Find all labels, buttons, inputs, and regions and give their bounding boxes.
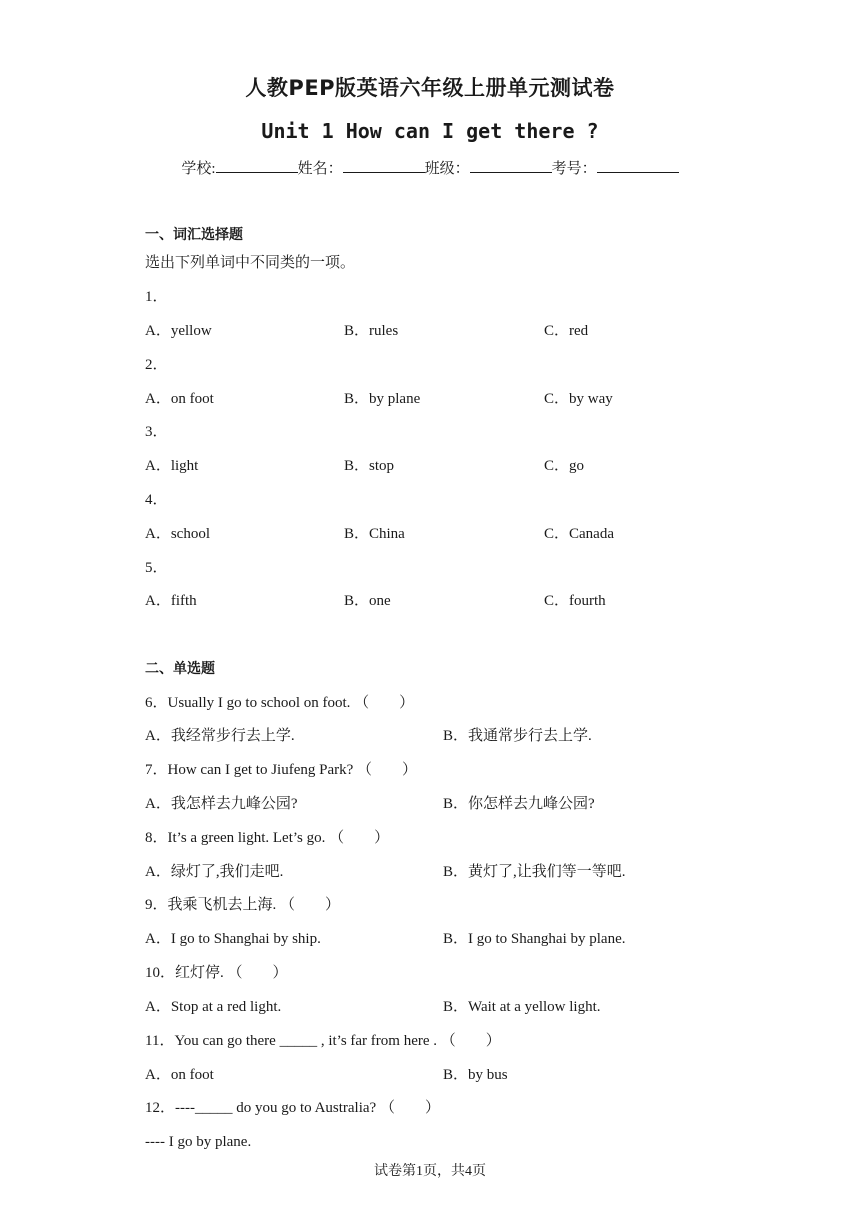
question-number: 4． — [145, 492, 168, 508]
option-c[interactable]: C．fourth — [544, 593, 606, 609]
dialogue-line: ---- I go by plane. — [145, 1134, 252, 1150]
option-a[interactable]: A．yellow — [145, 323, 212, 339]
section2-heading: 二、单选题 — [145, 661, 215, 677]
option-b[interactable]: B．你怎样去九峰公园? — [443, 796, 595, 812]
question-text: 8．It’s a green light. Let’s go. （ ） — [145, 830, 390, 846]
question-text: 9．我乘飞机去上海. （ ） — [145, 897, 341, 913]
option-a[interactable]: A．绿灯了,我们走吧. — [145, 864, 284, 880]
exam-no-label: 考号： — [551, 161, 597, 177]
question-text: 12．----_____ do you go to Australia? （ ） — [145, 1100, 440, 1116]
question-text: 11．You can go there _____ , it’s far from here . （ ） — [145, 1033, 501, 1049]
school-label: 学校: — [181, 161, 216, 177]
school-blank[interactable] — [216, 158, 298, 173]
option-b[interactable]: B．我通常步行去上学. — [443, 728, 592, 744]
question-number: 5． — [145, 560, 168, 576]
option-a[interactable]: A．light — [145, 458, 199, 474]
option-b[interactable]: B．by plane — [344, 391, 421, 407]
page-footer: 试卷第1页，共4页 — [374, 1164, 486, 1179]
question-text: 7．How can I get to Jiufeng Park? （ ） — [145, 762, 418, 778]
exam-title: 人教PEP版英语六年级上册单元测试卷 — [245, 76, 615, 100]
option-a[interactable]: A．I go to Shanghai by ship. — [145, 931, 321, 947]
option-b[interactable]: B．rules — [344, 323, 399, 339]
name-blank[interactable] — [343, 158, 425, 173]
section1-heading: 一、词汇选择题 — [145, 227, 243, 243]
question-text: 6．Usually I go to school on foot. （ ） — [145, 695, 415, 711]
option-a[interactable]: A．我怎样去九峰公园? — [145, 796, 298, 812]
option-a[interactable]: A．fifth — [145, 593, 197, 609]
question-number: 3． — [145, 424, 168, 440]
option-b[interactable]: B．by bus — [443, 1067, 508, 1083]
class-label: 班级： — [424, 161, 470, 177]
option-a[interactable]: A．on foot — [145, 391, 214, 407]
student-info-line — [0, 157, 860, 178]
question-number: 2． — [145, 357, 168, 373]
unit-subtitle: Unit 1 How can I get there ? — [261, 119, 599, 143]
option-b[interactable]: B．Wait at a yellow light. — [443, 999, 601, 1015]
section1-instruction: 选出下列单词中不同类的一项。 — [145, 255, 356, 271]
option-b[interactable]: B．stop — [344, 458, 395, 474]
option-c[interactable]: C．go — [544, 458, 585, 474]
class-blank[interactable] — [470, 158, 552, 173]
exam-no-blank[interactable] — [597, 158, 679, 173]
question-text: 10．红灯停. （ ） — [145, 965, 288, 981]
question-number: 1． — [145, 289, 168, 305]
option-a[interactable]: A．Stop at a red light. — [145, 999, 282, 1015]
option-c[interactable]: C．by way — [544, 391, 613, 407]
option-a[interactable]: A．我经常步行去上学. — [145, 728, 295, 744]
option-a[interactable]: A．on foot — [145, 1067, 214, 1083]
option-b[interactable]: B．one — [344, 593, 391, 609]
option-a[interactable]: A．school — [145, 526, 210, 542]
option-b[interactable]: B．China — [344, 526, 405, 542]
option-b[interactable]: B．黄灯了,让我们等一等吧. — [443, 864, 626, 880]
name-label: 姓名： — [297, 161, 343, 177]
option-c[interactable]: C．Canada — [544, 526, 614, 542]
option-c[interactable]: C．red — [544, 323, 589, 339]
option-b[interactable]: B．I go to Shanghai by plane. — [443, 931, 626, 947]
